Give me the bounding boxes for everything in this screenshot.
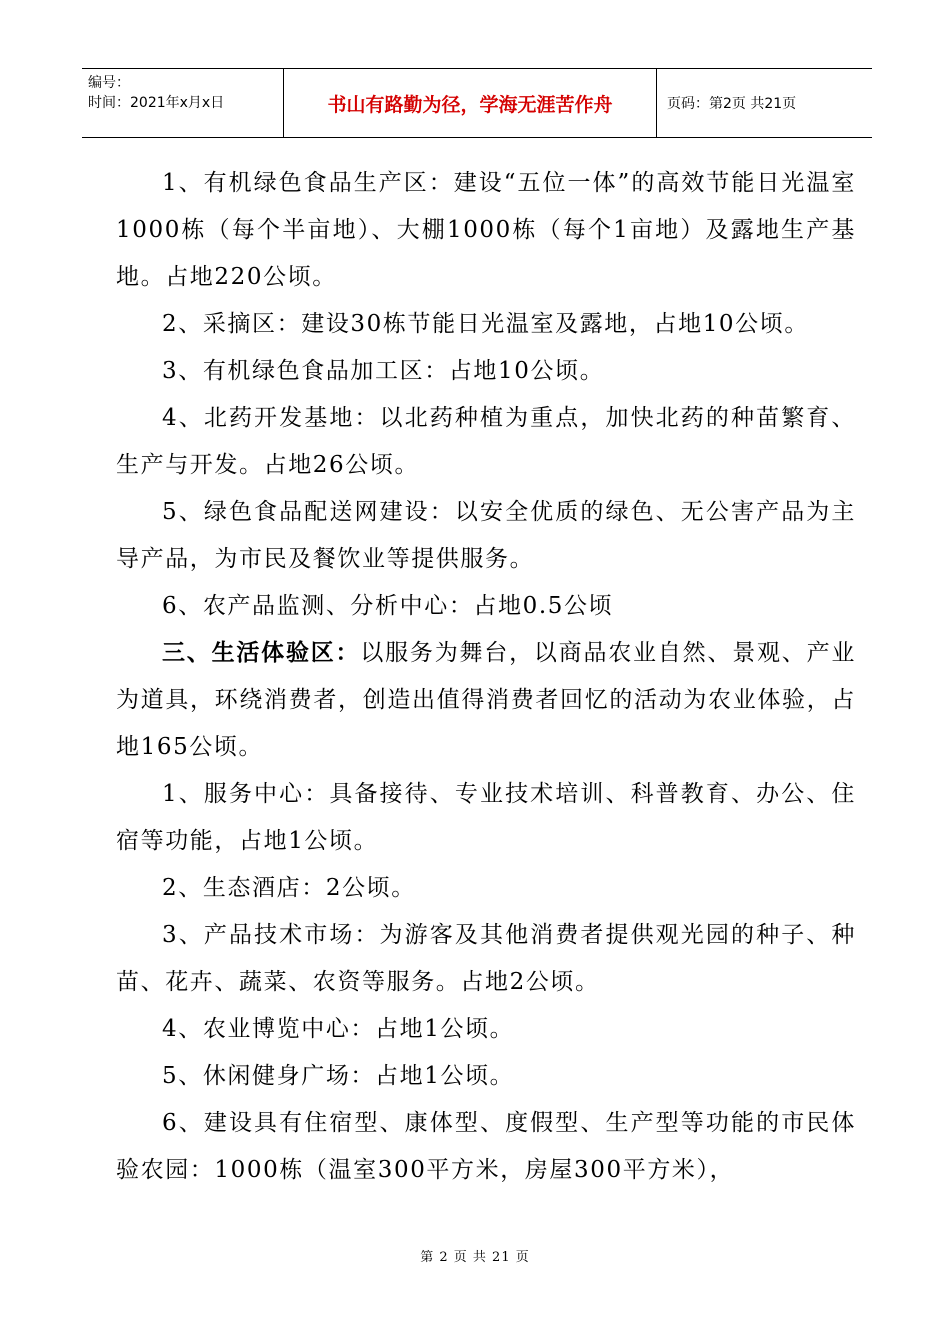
paragraph: 2、生态酒店：2公顷。 bbox=[162, 875, 416, 901]
paragraph: 6、农产品监测、分析中心：占地0.5公顷 bbox=[162, 593, 614, 619]
paragraph: 2、采摘区：建设30栋节能日光温室及露地，占地10公顷。 bbox=[162, 311, 809, 337]
paragraph: 3、产品技术市场：为游客及其他消费者提供观光园的种子、种苗、花卉、蔬菜、农资等服务。占地2公顷。 bbox=[116, 922, 856, 995]
paragraph: 3、有机绿色食品加工区：占地10公顷。 bbox=[162, 358, 605, 384]
paragraph: 5、绿色食品配送网建设：以安全优质的绿色、无公害产品为主导产品，为市民及餐饮业等提供服务。 bbox=[116, 499, 856, 572]
section-heading: 三、生活体验区： bbox=[162, 640, 361, 666]
paragraph: 1、有机绿色食品生产区：建设“五位一体”的高效节能日光温室1000栋（每个半亩地）、大棚1000栋（每个1亩地）及露地生产基地。占地220公顷。 bbox=[116, 170, 856, 290]
document-number: 编号： bbox=[88, 75, 130, 91]
document-body bbox=[116, 160, 856, 1194]
paragraph: 4、北药开发基地：以北药种植为重点，加快北药的种苗繁育、生产与开发。占地26公顷。 bbox=[116, 405, 856, 478]
paragraph: 6、建设具有住宿型、康体型、度假型、生产型等功能的市民体验农园：1000栋（温室300平方米，房屋300平方米）， bbox=[116, 1110, 856, 1183]
header-meta bbox=[82, 69, 284, 137]
document-time: 时间：2021年x月x日 bbox=[88, 95, 225, 111]
section-heading-paragraph: 三、生活体验区：以服务为舞台，以商品农业自然、景观、产业为道具，环绕消费者，创造出值得消费者回忆的活动为农业体验，占地165公顷。 bbox=[116, 640, 856, 760]
header-page-info: 页码：第2页 共21页 bbox=[667, 96, 797, 112]
header-motto: 书山有路勤为径，学海无涯苦作舟 bbox=[284, 69, 657, 137]
paragraph: 5、休闲健身广场：占地1公顷。 bbox=[162, 1063, 515, 1089]
page-header bbox=[82, 68, 872, 138]
paragraph: 4、农业博览中心：占地1公顷。 bbox=[162, 1016, 515, 1042]
paragraph: 1、服务中心：具备接待、专业技术培训、科普教育、办公、住宿等功能，占地1公顷。 bbox=[116, 781, 856, 854]
page-footer: 第 2 页 共 21 页 bbox=[420, 1250, 530, 1265]
